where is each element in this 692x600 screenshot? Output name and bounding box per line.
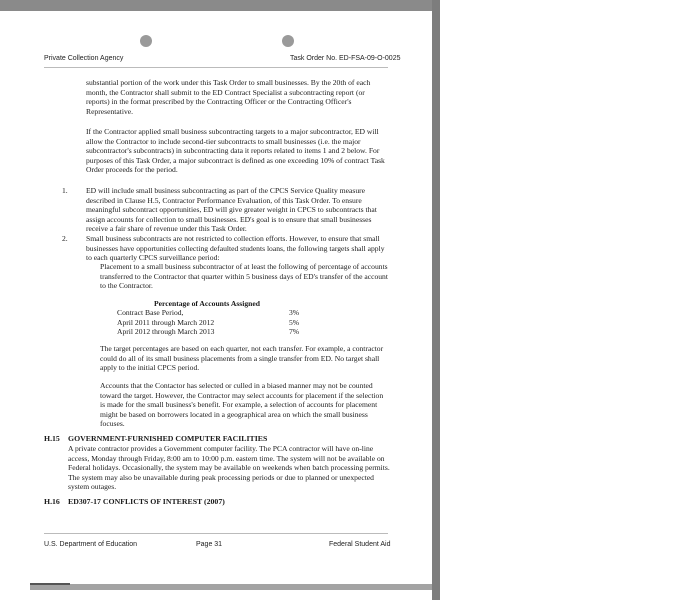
section-id: H.15 <box>44 434 60 443</box>
header-right: Task Order No. ED-FSA-09-O-0025 <box>290 55 401 62</box>
punch-hole-left <box>140 35 152 47</box>
header-rule <box>44 67 388 68</box>
header-left: Private Collection Agency <box>44 55 124 62</box>
document-page <box>0 11 432 584</box>
list-number-1: 1. <box>62 186 68 195</box>
table-row <box>117 308 317 317</box>
footer-page-number: Page 31 <box>196 541 223 548</box>
paragraph-accounts-selection: Accounts that the Contactor has selected or culled in a biased manner may not be counted toward the target. However, the Contractor may select accounts for placement if the selection is made for the small business's benefit. For example, a selection of accounts for placement might be based on borrowers located in a geographical area on which the small business focuses. <box>100 381 384 429</box>
table-row <box>117 327 317 336</box>
scan-edge-top <box>0 0 440 11</box>
list-item-2: Small business subcontracts are not restricted to collection efforts. However, to ensure that small businesses have opportunities collecting defaulted students loans, the following targets shall apply to each quarterly CPCS surveillance period: <box>86 234 385 263</box>
punch-hole-right <box>282 35 294 47</box>
footer-rule <box>44 533 388 534</box>
percentage-table <box>117 299 317 337</box>
footer-left: U.S. Department of Education <box>44 541 137 548</box>
footer-right: Federal Student Aid <box>329 541 391 548</box>
section-id: H.16 <box>44 497 60 506</box>
paragraph-computer-facilities: A private contractor provides a Government computer facility. The PCA contractor will have on-line access, Monday through Friday, 8:00 am to 10:00 p.m. eastern time. The system will not be available on Federal holidays. Occasionally, the system may be available on weekends when batch processing permits. The system may also be unavailable during peak processing periods or due to planned or unexpected system outages. <box>68 444 390 492</box>
paragraph-target-percentages: The target percentages are based on each quarter, not each transfer. For example, a contractor could do all of its small business placements from a single transfer from ED. No target shall apply to the initial CPCS period. <box>100 344 384 373</box>
table-row-label: April 2011 through March 2012 <box>117 317 215 327</box>
section-heading-h15 <box>44 434 267 444</box>
table-row-label: Contract Base Period, <box>117 308 184 318</box>
table-row-value: 3% <box>289 308 300 318</box>
section-heading-h16 <box>44 497 225 507</box>
scan-edge-bottom <box>30 584 432 590</box>
section-title: GOVERNMENT-FURNISHED COMPUTER FACILITIES <box>68 434 268 443</box>
paragraph-continuation: substantial portion of the work under this Task Order to small businesses. By the 20th of each month, the Contractor shall submit to the ED Contract Specialist a subcontracting report (or reports) in the format prescribed by the Contracting Officer or the Contracting Officer's Representative. <box>86 78 371 116</box>
table-row-value: 7% <box>289 327 300 337</box>
table-row <box>117 318 317 327</box>
table-row-value: 5% <box>289 317 300 327</box>
table-title: Percentage of Accounts Assigned <box>154 299 260 308</box>
list-item-1: ED will include small business subcontracting as part of the CPCS Service Quality measure described in Clause H.5, Contractor Performance Evaluation, of this Task Order. To ensure meaningful subcontract opportunities, ED will give greater weight in CPCS to subcontracts that assign accounts for collection to small businesses. ED's goal is to ensure that small businesses receive a fair share of revenue under this Task Order. <box>86 186 377 234</box>
list-number-2: 2. <box>62 234 68 243</box>
scan-edge-right <box>432 0 440 600</box>
paragraph-placement: Placement to a small business subcontractor of at least the following of percentage of accounts transferred to the Contractor that quarter within 5 business days of ED's transfer of the account to the Contractor. <box>100 262 388 291</box>
scan-mark-bottom <box>30 583 70 585</box>
paragraph-subcontract-targets: If the Contractor applied small business subcontracting targets to a major subcontractor, ED will allow the Contractor to include second-tier subcontracts to small businesses (i.e. the major subcontractor's subcontracts) in subcontracting data it reports related to items 1 and 2 below. For purposes of this Task Order, a major subcontract is defined as one exceeding 10% of contract Task Order proceeds for the period. <box>86 127 385 175</box>
table-row-label: April 2012 through March 2013 <box>117 327 215 337</box>
section-title: ED307-17 CONFLICTS OF INTEREST (2007) <box>68 497 225 506</box>
